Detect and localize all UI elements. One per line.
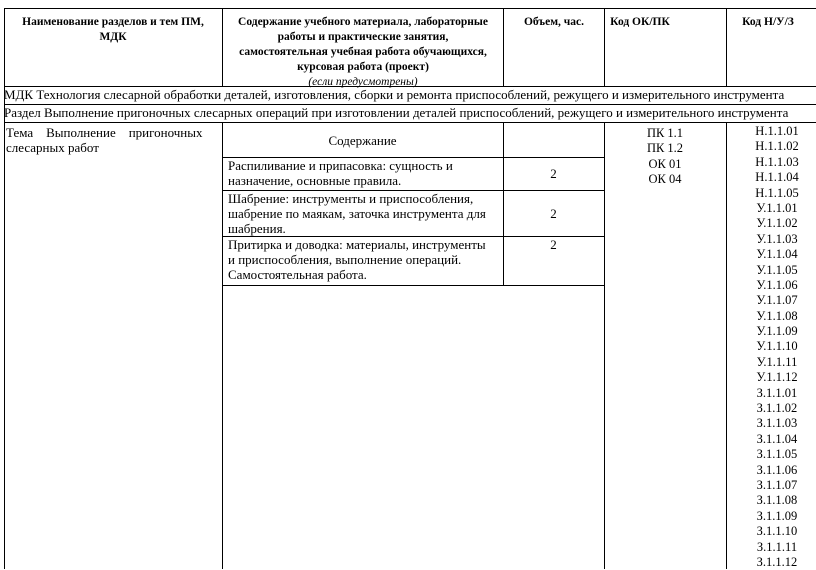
code-item: Н.1.1.01 (755, 124, 799, 138)
header-line: работы и практические занятия, (277, 31, 449, 43)
code-item: З.1.1.07 (756, 477, 798, 492)
content-item-1 (228, 158, 500, 188)
item-hours: 2 (550, 166, 557, 181)
code-item: У.1.1.04 (756, 247, 798, 262)
item-hours: 2 (550, 206, 557, 221)
header-line: МДК (99, 31, 127, 43)
header-volume: Объем, час. (523, 16, 584, 28)
topic-line: слесарных работ (6, 140, 99, 155)
code-item: З.1.1.05 (756, 447, 798, 462)
col-divider (604, 122, 605, 569)
header-line: Наименование разделов и тем ПМ, (22, 16, 204, 28)
code-item: ПК 1.1 (646, 126, 684, 140)
col-divider (222, 122, 223, 569)
nuz-list (726, 124, 816, 570)
code-item: З.1.1.08 (756, 493, 798, 508)
content-label: Содержание (328, 133, 397, 148)
code-item: Н.1.1.04 (755, 170, 799, 185)
header-line: курсовая работа (проект) (297, 61, 429, 73)
row-divider (222, 285, 604, 286)
header-nuz: Код Н/У/З (742, 16, 794, 28)
code-item: У.1.1.09 (756, 324, 798, 339)
code-item: З.1.1.01 (756, 385, 798, 400)
topic-cell (6, 125, 220, 155)
code-item: У.1.1.05 (756, 262, 798, 277)
header-ok-pk: Код ОК/ПК (610, 16, 670, 28)
code-item: Н.1.1.02 (755, 139, 799, 154)
col-divider (604, 8, 605, 86)
code-item: З.1.1.03 (756, 416, 798, 431)
item-line: Шабрение: инструменты и приспособления, (228, 191, 474, 206)
content-item-2 (228, 191, 500, 236)
header-line: самостоятельная учебная работа обучающихся, (239, 46, 487, 58)
code-item: У.1.1.01 (756, 200, 798, 215)
table-border-top (4, 8, 816, 9)
item-line: Самостоятельная работа. (228, 267, 367, 282)
col-divider (503, 8, 504, 86)
section-row: Раздел Выполнение пригоночных слесарных операций при изготовлении деталей приспособлений, режущего и измерительного инструмента (4, 105, 789, 120)
mdk-row: МДК Технология слесарной обработки деталей, изготовления, сборки и ремонта приспособлений, режущего и измерительного инструмента (4, 87, 785, 102)
content-item-3 (228, 237, 500, 282)
item-line: назначение, основные правила. (228, 173, 402, 188)
code-item: З.1.1.12 (756, 554, 798, 569)
item-line: шабрения. (228, 221, 286, 236)
code-item: У.1.1.03 (756, 231, 798, 246)
code-item: З.1.1.06 (756, 462, 798, 477)
code-item: У.1.1.07 (756, 293, 798, 308)
code-item: У.1.1.10 (756, 339, 798, 354)
header-line: Содержание учебного материала, лабораторные (238, 16, 488, 28)
col-divider (503, 122, 504, 285)
code-item: У.1.1.02 (756, 216, 798, 231)
code-item: ОК 01 (648, 156, 682, 171)
code-item: У.1.1.11 (756, 354, 798, 369)
item-line: Распиливание и припасовка: сущность и (228, 158, 453, 173)
header-note: (если предусмотрены) (308, 76, 418, 88)
code-item: У.1.1.12 (756, 370, 798, 385)
code-item: Н.1.1.03 (755, 154, 799, 169)
code-item: З.1.1.02 (756, 401, 798, 416)
row-divider (4, 122, 816, 123)
code-item: ПК 1.2 (646, 141, 684, 156)
code-item: Н.1.1.05 (755, 185, 799, 200)
item-line: шабрение по маякам, заточка инструмента для (228, 206, 486, 221)
item-line: и приспособления, выполнение операций. (228, 252, 462, 267)
code-item: ОК 04 (648, 172, 682, 187)
code-item: З.1.1.11 (756, 539, 798, 554)
topic-line: Тема Выполнение пригоночных (6, 125, 203, 140)
col-divider (726, 8, 727, 86)
col-divider (222, 8, 223, 86)
ok-pk-list (604, 126, 726, 188)
code-item: У.1.1.06 (756, 277, 798, 292)
code-item: З.1.1.09 (756, 508, 798, 523)
code-item: З.1.1.04 (756, 431, 798, 446)
item-line: Притирка и доводка: материалы, инструменты (228, 237, 486, 252)
header-sections (6, 15, 220, 45)
item-hours: 2 (550, 237, 557, 252)
code-item: З.1.1.10 (756, 524, 798, 539)
header-content (224, 15, 502, 90)
code-item: У.1.1.08 (756, 308, 798, 323)
